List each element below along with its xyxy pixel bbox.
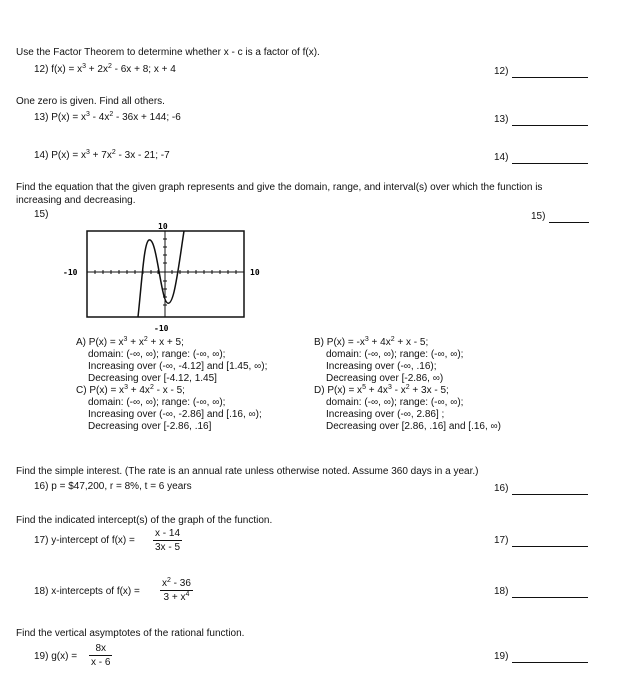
denominator: 3x - 5 — [155, 542, 181, 553]
answer-label-14: 14) — [494, 152, 509, 163]
question-14 — [34, 150, 170, 161]
graph-right-label: 10 — [250, 268, 260, 277]
instruction-factor-theorem: Use the Factor Theorem to determine whether x - c is a factor of f(x). — [16, 47, 320, 58]
instruction-simple-interest: Find the simple interest. (The rate is an annual rate unless otherwise noted. Assume 360 days in a year.) — [16, 466, 479, 477]
option-d-equation: D) $P(x) = x^5 + 4x^3 - x^2 + 3x - 5$; — [314, 384, 449, 396]
question-text: p = $47,200, r = 8%, t = 6 years — [51, 481, 192, 492]
denominator: $3 + x^4$ — [163, 591, 190, 603]
option-a-decreasing: Decreasing over [-4.12, 1.45] — [88, 373, 217, 384]
answer-label-13: 13) — [494, 114, 509, 125]
answer-line-16[interactable] — [512, 494, 588, 495]
numerator: $x^2 - 36$ — [162, 577, 191, 589]
function-graph — [60, 220, 280, 340]
fraction-17 — [153, 528, 182, 553]
answer-label-16: 16) — [494, 483, 509, 494]
option-b-decreasing: Decreasing over [-2.86, ∞) — [326, 373, 444, 384]
question-number: 18) — [34, 586, 49, 597]
option-d-increasing: Increasing over (-∞, 2.86] ; — [326, 409, 445, 420]
question-text: y-intercept of f(x) = — [51, 535, 135, 546]
option-c-increasing: Increasing over (-∞, -2.86] and [.16, ∞); — [88, 409, 262, 420]
question-15: 15) — [34, 209, 49, 220]
option-c-decreasing: Decreasing over [-2.86, .16] — [88, 421, 212, 432]
question-number: 14) — [34, 150, 49, 161]
instruction-graph-line1: Find the equation that the given graph represents and give the domain, range, and interval(s) over which the function is — [16, 182, 543, 193]
graph-top-label: 10 — [158, 222, 168, 231]
question-text: $f(x) = x^3 + 2x^2 - 6x + 8$; x + 4 — [51, 63, 176, 75]
answer-label-19: 19) — [494, 651, 509, 662]
instruction-vertical-asymptotes: Find the vertical asymptotes of the rational function. — [16, 628, 245, 639]
question-number: 12) — [34, 64, 49, 75]
graph-bottom-label: -10 — [154, 324, 169, 333]
question-13 — [34, 112, 181, 123]
option-b-equation: B) $P(x) = -x^3 + 4x^2 + x - 5$; — [314, 336, 429, 348]
question-19 — [34, 651, 77, 662]
question-number: 16) — [34, 481, 49, 492]
question-number: 19) — [34, 651, 49, 662]
instruction-find-zeros: One zero is given. Find all others. — [16, 96, 165, 107]
fraction-19 — [89, 643, 112, 668]
question-text: $P(x) = x^3 + 7x^2 - 3x - 21$; -7 — [51, 149, 170, 161]
answer-line-19[interactable] — [512, 662, 588, 663]
option-c-domain: domain: (-∞, ∞); range: (-∞, ∞); — [88, 397, 226, 408]
option-a-domain: domain: (-∞, ∞); range: (-∞, ∞); — [88, 349, 226, 360]
option-a-equation: A) $P(x) = x^3 + x^2 + x + 5$; — [76, 336, 184, 348]
question-text: x-intercepts of f(x) = — [51, 586, 140, 597]
question-text: $P(x) = x^3 - 4x^2 - 36x + 144$; -6 — [51, 111, 181, 123]
function-curve — [138, 231, 184, 317]
numerator: x - 14 — [155, 528, 181, 539]
instruction-intercepts: Find the indicated intercept(s) of the graph of the function. — [16, 515, 273, 526]
option-c[interactable] — [76, 385, 262, 433]
numerator: 8x — [89, 643, 112, 656]
question-number: 17) — [34, 535, 49, 546]
option-d[interactable] — [314, 385, 501, 433]
question-17 — [34, 535, 135, 546]
question-text: g(x) = — [51, 651, 78, 662]
question-12 — [34, 64, 176, 75]
answer-line-14[interactable] — [512, 163, 588, 164]
instruction-graph-line2: increasing and decreasing. — [16, 195, 136, 206]
question-16 — [34, 481, 192, 492]
option-a[interactable] — [76, 337, 267, 385]
answer-line-12[interactable] — [512, 77, 588, 78]
answer-label-12: 12) — [494, 66, 509, 77]
answer-line-17[interactable] — [512, 546, 588, 547]
denominator: x - 6 — [91, 657, 111, 668]
option-d-domain: domain: (-∞, ∞); range: (-∞, ∞); — [326, 397, 464, 408]
option-b-domain: domain: (-∞, ∞); range: (-∞, ∞); — [326, 349, 464, 360]
graph-left-label: -10 — [63, 268, 78, 277]
option-a-increasing: Increasing over (-∞, -4.12] and [1.45, ∞); — [88, 361, 268, 372]
answer-label-15: 15) — [531, 211, 546, 222]
option-b-increasing: Increasing over (-∞, .16); — [326, 361, 437, 372]
question-18 — [34, 586, 140, 597]
answer-label-17: 17) — [494, 535, 509, 546]
answer-line-15[interactable] — [549, 222, 589, 223]
answer-line-13[interactable] — [512, 125, 588, 126]
option-d-decreasing: Decreasing over [2.86, .16] and [.16, ∞) — [326, 421, 502, 432]
question-number: 13) — [34, 112, 49, 123]
answer-line-18[interactable] — [512, 597, 588, 598]
answer-label-18: 18) — [494, 586, 509, 597]
option-c-equation: C) $P(x) = x^3 + 4x^2 - x - 5$; — [76, 384, 185, 396]
option-b[interactable] — [314, 337, 463, 385]
fraction-18 — [160, 578, 193, 603]
